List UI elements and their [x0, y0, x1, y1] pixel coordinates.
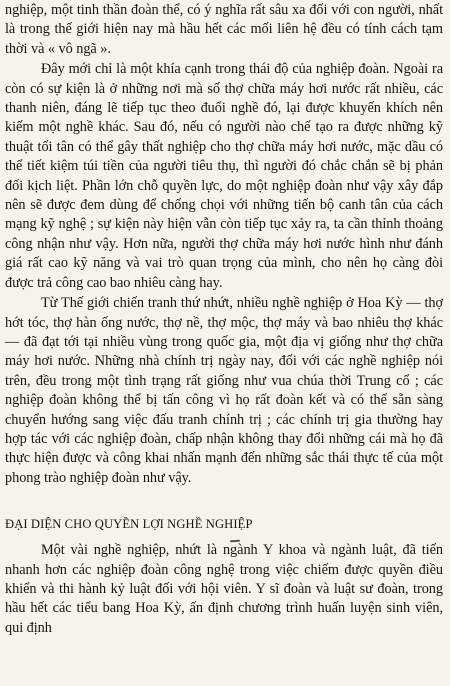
paragraph-union-attitude: Đây mới chỉ là một khía cạnh trong thái độ của nghiệp đoàn. Ngoài ra còn có sự kiện là ở những nơi mà số thợ chữa máy hơi nước rất nhiều, các thanh niên, đáng lẽ tiếp tục theo đuổi nghề đó, lại được khuyến khích nên kiếm một nghề khác. Sau đó, nếu có người nào chế tạo ra được những kỹ thuật tối tân có thể gây thất nghiệp cho thợ chữa máy hơi nước, mặc dầu có thể tiết kiệm túi tiền của người tiêu thụ, thì người đó chắc chắn sẽ bị phản đối kịch liệt. Phần lớn chỗ quyền lực, do một nghiệp đoàn như vậy xây đắp nên sẽ được đem dùng để chống chọi với những tiến bộ canh tân của cách mạng kỹ nghệ ; sự kiện này hiện vẫn còn tiếp tục xảy ra, ta cần thỉnh thoảng công nhận như vậy. Hơn nữa, người thợ chữa máy hơi nước hình như đánh giá rất cao kỹ năng và vai trò quan trọng của mình, cho nên họ càng đòi được trả công cao bao nhiêu càng hay. — [5, 61, 443, 291]
paragraph-continuation: nghiệp, một tinh thần đoàn thể, có ý nghĩa rất sâu xa đối với con người, nhất là trong thế giới hiện nay mà hầu hết các mối liên hệ đều có tính cách tạm thời và « vô ngã ». — [5, 2, 443, 57]
paragraph-professions: Một vài nghề nghiệp, nhứt là ngành Y khoa và ngành luật, đã tiến nhanh hơn các nghiệp đoàn công nghệ trong việc chiếm được quyền điều khiển và thi hành kỷ luật đối với hội viên. Y sĩ đoàn và luật sư đoàn, trong hầu hết các tiểu bang Hoa Kỳ, ấn định chương trình huấn luyện sinh viên, qui định — [5, 542, 443, 636]
paragraph-world-war: Từ Thế giới chiến tranh thứ nhứt, nhiều nghề nghiệp ở Hoa Kỳ — thợ hớt tóc, thợ hàn ống nước, thợ nề, thợ mộc, thợ máy và bao nhiêu thợ khác — đã đạt tới tại nhiều vùng trong quốc gia, một địa vị giống như thợ chữa máy hơi nước. Những nhà chính trị ngày nay, đối với các nghề nghiệp nói trên, đều trong một tình trạng rất giống như vua chúa thời Trung cổ ; các nghiệp đoàn không thể bị tấn công vì họ rất đoàn kết và có thể sẵn sàng chuyển hướng sang việc đấu tranh chính trị ; các chính trị gia thường hay hợp tác với các nghiệp đoàn, chấp nhận không thay đổi những cái mà họ đã thực hiện được và công khai nhấn mạnh đến những sắc thái thực tế của một phong trào nghiệp đoàn như vậy. — [5, 295, 443, 486]
section-heading: ĐẠI DIỆN CHO QUYỀN LỢI NGHỀ NGHIỆP — [5, 517, 253, 532]
